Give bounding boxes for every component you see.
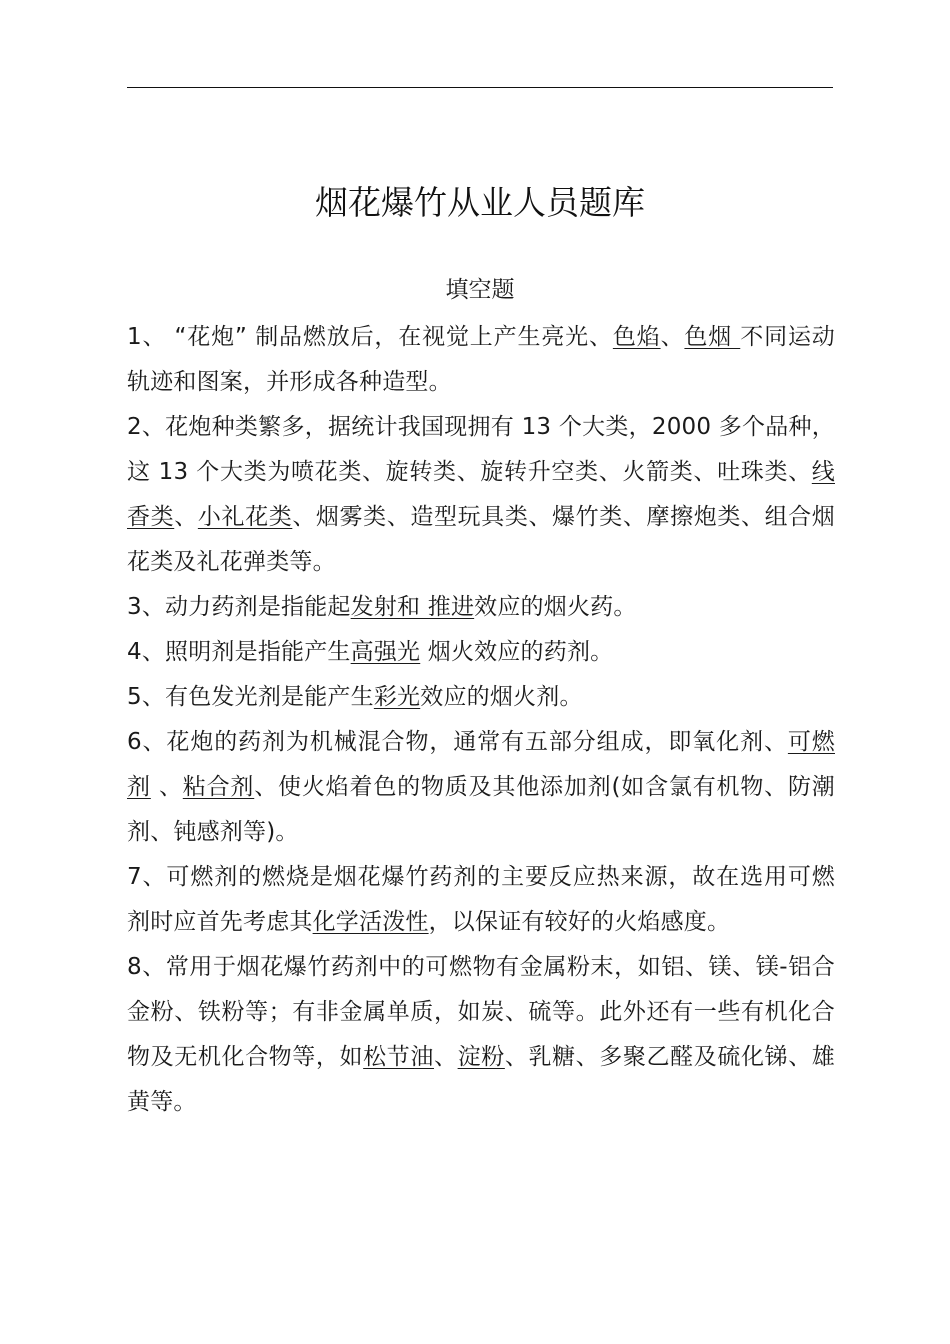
answer-blank: 粘合剂 [182, 774, 255, 800]
question-item [127, 720, 835, 855]
question-item [127, 405, 835, 585]
document-title: 烟花爆竹从业人员题库 [315, 183, 645, 222]
answer-blank: 高强光 [350, 639, 421, 665]
question-text: 7、可燃剂的燃烧是烟花爆竹药剂的主要反应热来源，故在选用可燃剂时应首先考虑其 [127, 864, 835, 935]
answer-blank: 化学活泼性 [312, 909, 429, 935]
question-text: ，以保证有较好的火焰感度。 [428, 909, 731, 935]
answer-blank: 小礼花类 [197, 504, 293, 530]
question-text: 、 [433, 1044, 458, 1070]
answer-blank: 淀粉 [457, 1044, 505, 1070]
question-text: 4、照明剂是指能产生 [127, 639, 351, 665]
question-text: 1、 “花炮” 制品燃放后，在视觉上产生亮光、 [127, 324, 613, 350]
question-text: 烟火效应的药剂。 [420, 639, 614, 665]
section-title: 填空题 [445, 277, 515, 303]
question-text: 、烟雾类、造型玩具类、爆竹类、摩擦炮类、组合烟花类及礼花弹类等。 [127, 504, 835, 575]
question-text: 、 [174, 504, 198, 530]
header-rule [127, 87, 833, 88]
question-text: 3、动力药剂是指能起 [127, 594, 351, 620]
question-list [127, 315, 835, 1125]
answer-blank: 色焰 [612, 324, 661, 350]
question-item [127, 630, 835, 675]
answer-blank: 彩光 [373, 684, 421, 710]
question-text: 6、花炮的药剂为机械混合物，通常有五部分组成，即氧化剂、 [127, 729, 788, 755]
answer-blank: 色烟 [684, 324, 741, 350]
question-text: 5、有色发光剂是能产生 [127, 684, 374, 710]
question-text: 效应的烟火药。 [474, 594, 637, 620]
question-text: 、使火焰着色的物质及其他添加剂(如含氯有机物、防潮剂、钝感剂等)。 [127, 774, 835, 845]
question-item [127, 585, 835, 630]
question-text: 8、常用于烟花爆竹药剂中的可燃物有金属粉末，如铝、镁、镁-铝合金粉、铁粉等；有非金属单质，如炭、硫等。此外还有一些有机化合物及无机化合物等，如 [127, 954, 835, 1070]
answer-blank: 松节油 [363, 1044, 434, 1070]
answer-blank: 线香类 [127, 459, 835, 530]
question-text: 效应的烟火剂。 [420, 684, 583, 710]
question-item [127, 855, 835, 945]
question-text: 不同运动轨迹和图案，并形成各种造型。 [127, 324, 835, 395]
question-item [127, 675, 835, 720]
question-text: 、 [660, 324, 685, 350]
question-text: 2、花炮种类繁多，据统计我国现拥有 13 个大类，2000 多个品种，这 13 个大类为喷花类、旋转类、旋转升空类、火箭类、吐珠类、 [127, 414, 835, 485]
answer-blank: 发射和 推进 [350, 594, 475, 620]
question-item [127, 315, 835, 405]
question-item [127, 945, 835, 1125]
question-text: 、 [150, 774, 183, 800]
question-text: 、乳糖、多聚乙醛及硫化锑、雄黄等。 [127, 1044, 836, 1115]
answer-blank: 可燃剂 [127, 729, 835, 800]
